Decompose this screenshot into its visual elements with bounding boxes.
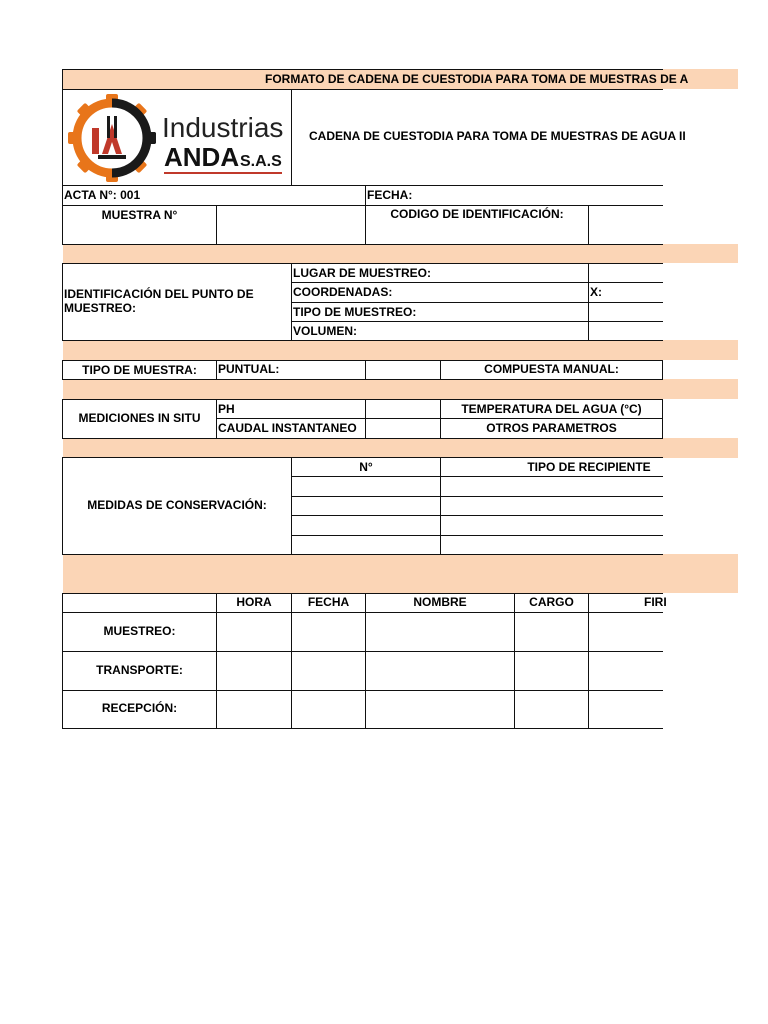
tipo-recipiente-header: TIPO DE RECIPIENTE — [527, 460, 651, 474]
conservacion-n-header: N° — [359, 460, 373, 474]
muestra-value-field[interactable] — [217, 206, 365, 244]
svg-text:Industrias: Industrias — [162, 112, 284, 143]
tipo-muestreo-label: TIPO DE MUESTREO: — [293, 305, 417, 319]
svg-text:S.A.S: S.A.S — [240, 153, 282, 170]
form-main-title: CADENA DE CUESTODIA PARA TOMA DE MUESTRAS DE AGUA II — [309, 129, 686, 143]
recepcion-row-label: RECEPCIÓN: — [101, 701, 178, 715]
separator-band-3 — [63, 379, 738, 399]
cargo-header: CARGO — [529, 595, 574, 609]
codigo-label: CODIGO DE IDENTIFICACIÓN: — [390, 207, 564, 221]
acta-number: ACTA N°: 001 — [64, 188, 141, 202]
puntual-label: PUNTUAL: — [218, 362, 280, 376]
temperatura-label: TEMPERATURA DEL AGUA (°C) — [461, 402, 642, 416]
separator-band-4 — [63, 438, 738, 458]
firma-header: FIRI — [644, 595, 667, 609]
lugar-muestreo-label: LUGAR DE MUESTREO: — [293, 266, 431, 280]
puntual-check-cell[interactable] — [366, 361, 440, 379]
coordenada-x-label: X: — [590, 285, 602, 299]
muestreo-row-label: MUESTREO: — [103, 624, 176, 638]
otros-parametros-label: OTROS PARAMETROS — [486, 421, 617, 435]
compuesta-manual-label: COMPUESTA MANUAL: — [484, 362, 619, 376]
hora-header: HORA — [236, 595, 272, 609]
mediciones-label: MEDICIONES IN SITU — [78, 411, 201, 425]
coordenadas-label: COORDENADAS: — [293, 285, 393, 299]
ph-value-field[interactable] — [366, 400, 440, 418]
fecha-label: FECHA: — [367, 188, 413, 202]
conservacion-label: MEDIDAS DE CONSERVACIÓN: — [87, 498, 267, 512]
tipo-muestra-label: TIPO DE MUESTRA: — [82, 363, 197, 377]
caudal-value-field[interactable] — [366, 419, 440, 437]
form-banner-title: FORMATO DE CADENA DE CUESTODIA PARA TOMA DE MUESTRAS DE A — [265, 72, 689, 86]
transporte-row-label: TRANSPORTE: — [96, 663, 183, 677]
svg-text:ANDA: ANDA — [164, 142, 240, 172]
company-logo — [66, 92, 288, 184]
separator-band-1 — [63, 244, 738, 263]
nombre-header: NOMBRE — [413, 595, 467, 609]
caudal-label: CAUDAL INSTANTANEO — [218, 421, 357, 435]
gear-logo-icon — [66, 92, 288, 184]
separator-band-2 — [63, 340, 738, 360]
ph-label: PH — [218, 402, 235, 416]
volumen-label: VOLUMEN: — [293, 324, 357, 338]
codigo-value-field[interactable] — [589, 206, 662, 244]
punto-muestreo-label: IDENTIFICACIÓN DEL PUNTO DE MUESTREO: — [64, 287, 254, 315]
fecha-header: FECHA — [307, 595, 350, 609]
muestra-label: MUESTRA N° — [101, 208, 178, 222]
separator-band-5 — [63, 554, 738, 593]
